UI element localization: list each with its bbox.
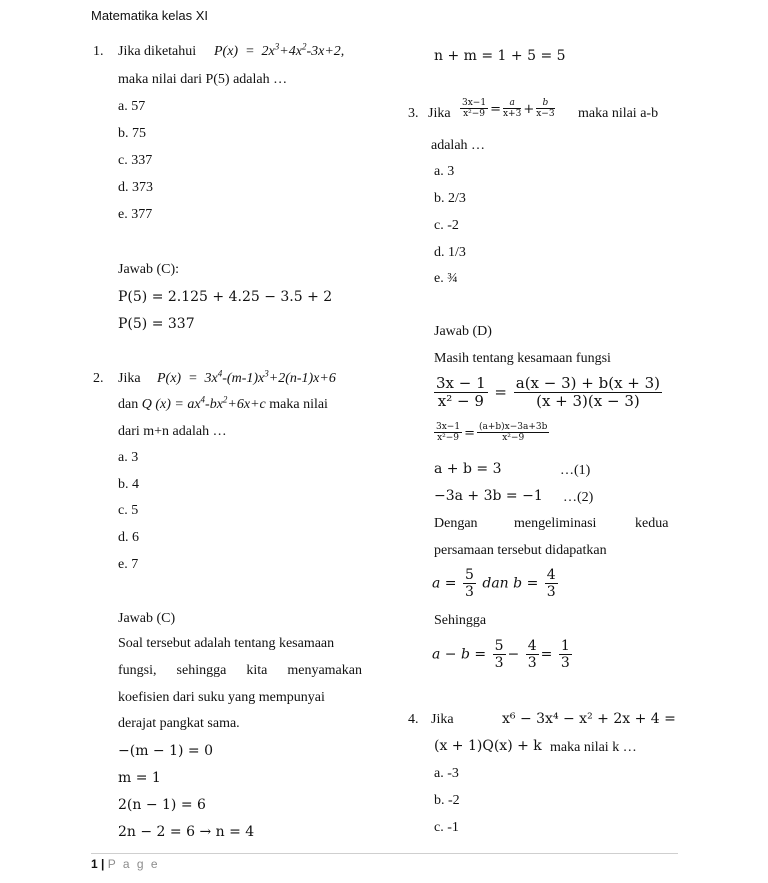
q1-option-a: a. 57 bbox=[118, 99, 146, 114]
q2-option-b: b. 4 bbox=[118, 477, 139, 492]
q3-equation: $\frac{3x-1}{\text{x²−9}}$ = $\frac{a}{x+3}$ + $\frac{b}{x-3}$ bbox=[462, 98, 555, 120]
q4-equation: x⁶ − 3x⁴ − x² + 2x + 4 = bbox=[502, 711, 676, 727]
q2-option-a: a. 3 bbox=[118, 450, 139, 465]
q2-step-3: 2(n − 1) = 6 bbox=[118, 797, 206, 813]
q4-number: 4. bbox=[408, 712, 419, 727]
q1-number: 1. bbox=[93, 44, 104, 59]
q3-fraction-equation-1: $\frac{3x - 1}{\text{x² − 9}}$ = $\frac{a(x - 3) + b(x + 3)}{(x + 3)(x - 3)}$ bbox=[436, 374, 661, 411]
footer-divider bbox=[91, 853, 678, 854]
q3-number: 3. bbox=[408, 106, 419, 121]
q3-option-a: a. 3 bbox=[434, 164, 455, 179]
q3-fraction-equation-2: $\frac{3x-1}{\text{x²−9}}$ = $\frac{(a+b)x-3a+3b}{\text{x²−9}}$ bbox=[436, 422, 548, 444]
q3-prefix: Jika bbox=[428, 106, 451, 121]
q2-number: 2. bbox=[93, 371, 104, 386]
q2-question: dari m+n adalah … bbox=[118, 424, 227, 439]
page-label: P a g e bbox=[107, 857, 160, 871]
q4-equation-line-2: (x + 1)Q(x) + k bbox=[434, 738, 542, 754]
page-footer bbox=[91, 857, 160, 871]
q2-polynomial-q: dan Q $(x) = ax^4-bx^2+6x+c$ maka nilai bbox=[118, 394, 328, 412]
q1-step-2: P(5) = 337 bbox=[118, 316, 195, 332]
q4-option-a: a. -3 bbox=[434, 766, 459, 781]
q1-option-c: c. 337 bbox=[118, 153, 153, 168]
q3-option-b: b. 2/3 bbox=[434, 191, 466, 206]
q3-suffix: maka nilai a-b bbox=[578, 106, 659, 121]
q4-option-c: c. -1 bbox=[434, 820, 459, 835]
q2-answer: Jawab (C) bbox=[118, 611, 176, 626]
q2-result-sum: n + m = 1 + 5 = 5 bbox=[434, 48, 566, 64]
page-number: 1 bbox=[91, 857, 98, 871]
q3-equation-2: −3a + 3b = −1 bbox=[434, 488, 543, 504]
q2-polynomial-p: $P(x) = 3x^4-(m-1)x^3+2(n-1)x+6$ bbox=[157, 368, 336, 386]
page-separator: | bbox=[101, 857, 105, 871]
q2-option-c: c. 5 bbox=[118, 503, 139, 518]
q2-option-d: d. 6 bbox=[118, 530, 139, 545]
q3-result-a-minus-b: a − b = $\frac{5}{3}$ − $\frac{4}{3}$ = $\frac{1}{3}$ bbox=[432, 638, 570, 672]
q4-prefix: Jika bbox=[431, 712, 454, 727]
q2-explanation-3: koefisien dari suku yang mempunyai bbox=[118, 690, 325, 705]
q1-option-e: e. 377 bbox=[118, 207, 153, 222]
q3-elimination-line-2: persamaan tersebut didapatkan bbox=[434, 543, 607, 558]
q1-polynomial: $P(x) = 2x^3+4x^2-3x+2$, bbox=[214, 41, 345, 59]
q3-option-e: e. ¾ bbox=[434, 271, 458, 286]
q3-elimination-word-2: mengeliminasi bbox=[514, 516, 597, 531]
q3-equation-1: a + b = 3 bbox=[434, 461, 502, 477]
q3-answer: Jawab (D) bbox=[434, 324, 492, 339]
q3-solution-ab: a = $\frac{5}{3}$ dan b = $\frac{4}{3}$ bbox=[432, 567, 556, 601]
q3-elimination-word-1: Dengan bbox=[434, 516, 478, 531]
q3-option-d: d. 1/3 bbox=[434, 245, 466, 260]
q3-question: adalah … bbox=[431, 138, 486, 153]
q2-step-4: 2n − 2 = 6 → n = 4 bbox=[118, 824, 255, 840]
q4-option-b: b. -2 bbox=[434, 793, 460, 808]
q1-question: maka nilai dari P(5) adalah … bbox=[118, 72, 288, 87]
q1-step-1: P(5) = 2.125 + 4.25 − 3.5 + 2 bbox=[118, 289, 333, 305]
q2-step-2: m = 1 bbox=[118, 770, 161, 786]
q2-option-e: e. 7 bbox=[118, 557, 139, 572]
q3-equation-2-tag: …(2) bbox=[563, 490, 594, 505]
document-header-title: Matematika kelas XI bbox=[91, 8, 209, 23]
q2-prefix: Jika bbox=[118, 371, 141, 386]
q1-prefix: Jika diketahui bbox=[118, 44, 197, 59]
q3-intro: Masih tentang kesamaan fungsi bbox=[434, 351, 611, 366]
q4-question: maka nilai k … bbox=[550, 740, 637, 755]
q1-option-d: d. 373 bbox=[118, 180, 153, 195]
q3-equation-1-tag: …(1) bbox=[560, 463, 591, 478]
q2-line2-suffix: maka nilai bbox=[269, 397, 328, 412]
q2-explanation-2: fungsi, sehingga kita menyamakan bbox=[118, 663, 362, 678]
q2-step-1: −(m − 1) = 0 bbox=[118, 743, 214, 759]
q1-option-b: b. 75 bbox=[118, 126, 146, 141]
q3-option-c: c. -2 bbox=[434, 218, 459, 233]
q3-elimination-word-3: kedua bbox=[635, 516, 669, 531]
q2-explanation-4: derajat pangkat sama. bbox=[118, 716, 240, 731]
q3-sehingga: Sehingga bbox=[434, 613, 487, 628]
q1-answer: Jawab (C): bbox=[118, 262, 180, 277]
q2-explanation-1: Soal tersebut adalah tentang kesamaan bbox=[118, 636, 335, 651]
